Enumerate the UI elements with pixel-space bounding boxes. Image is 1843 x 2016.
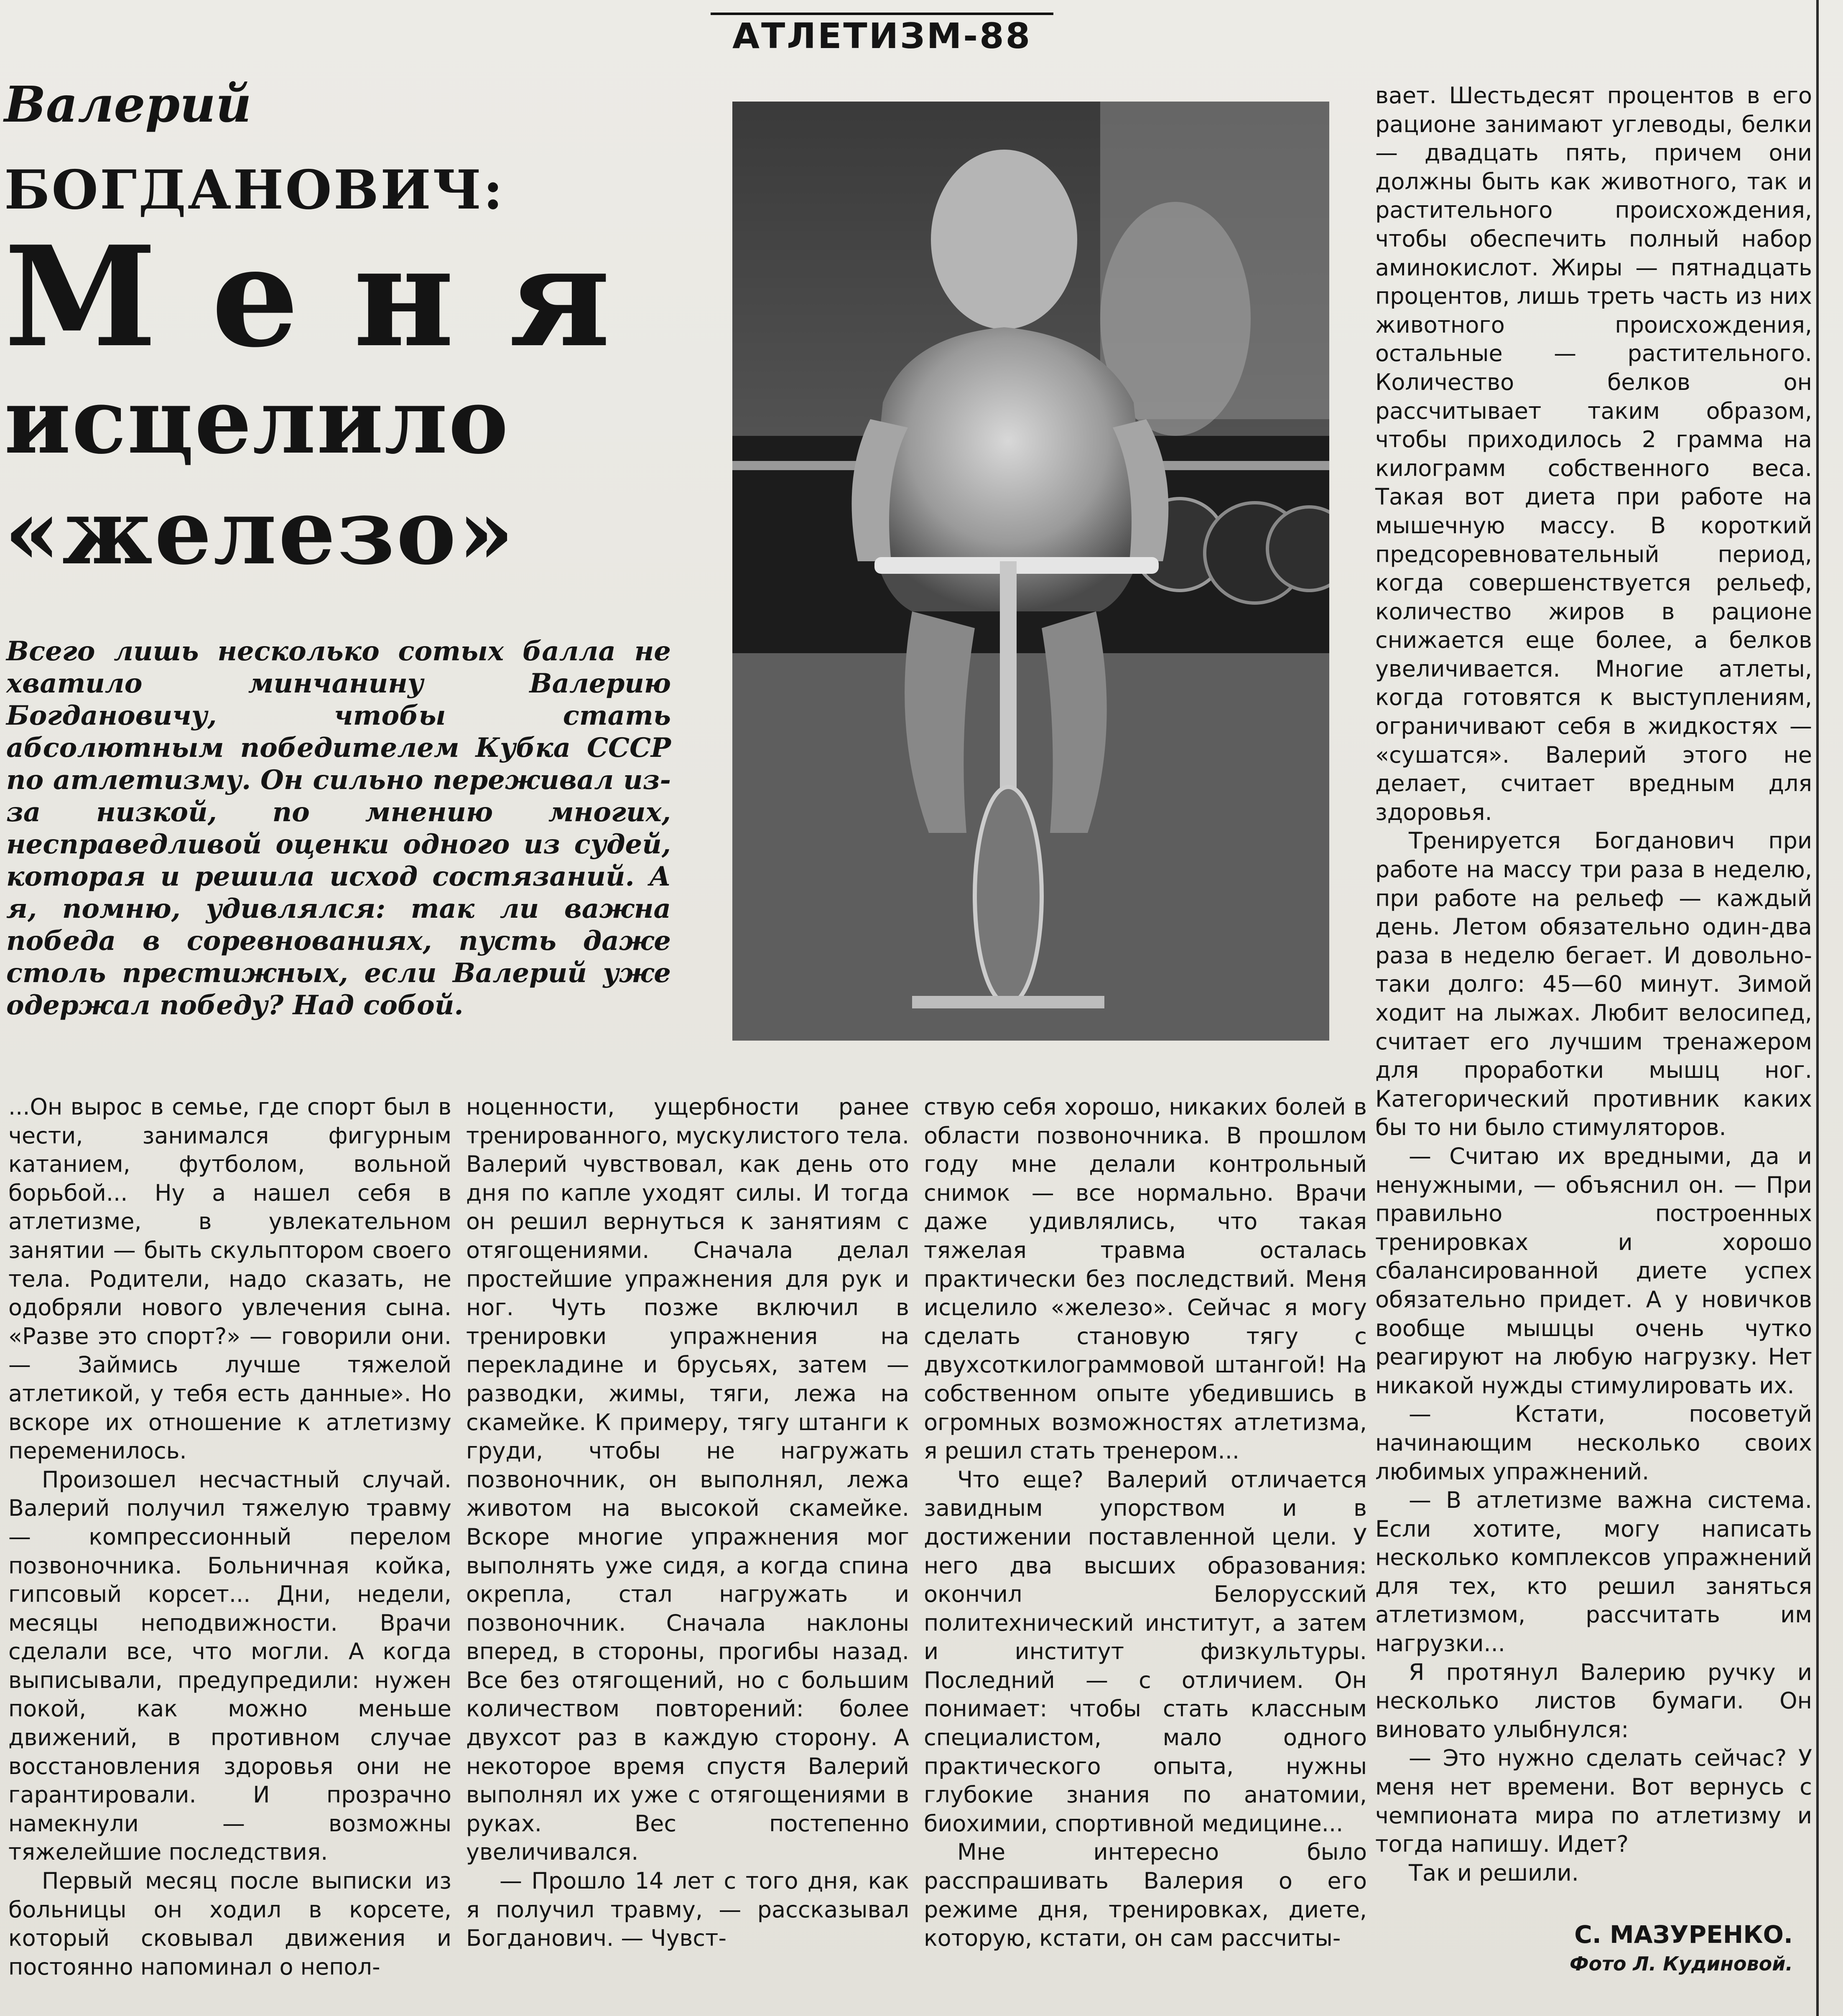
author-signature: С. МАЗУРЕНКО.	[1574, 1920, 1793, 1949]
paragraph: Произошел несчастный случай. Валерий получил тяжелую травму — компрессионный перелом позвоночника. Больничная койка, гипсовый корсет... Дни, недели, месяцы неподвижности. Врачи сделали все, что могли. А когда выписывали, предупредили: нужен покой, как можно меньше движений, в противном случае восстановления здоровья они не гарантировали. И прозрачно намекнули — возможны тяжелейшие последствия.	[8, 1466, 451, 1866]
paragraph: ...Он вырос в семье, где спорт был в чести, занимался фигурным катанием, футболом, вольной борьбой... Ну а нашел себя в атлетизме, в увлекательном занятии — быть скульптором своего тела. Родители, надо сказать, не одобряли нового увлечения сына. «Разве это спорт?» — говорили они. — Займись лучше тяжелой атлетикой, у тебя есть данные». Но вскоре их отношение к атлетизму переменилось.	[8, 1094, 451, 1464]
paragraph: Мне интересно было расспрашивать Валерия о его режиме дня, тренировках, диете, которую, кстати, он сам рассчиты-	[924, 1839, 1367, 1952]
athlete-photo-illustration	[732, 102, 1329, 1041]
paragraph: Что еще? Валерий отличается завидным упорством и в достижении поставленной цели. У него два высших образования: окончил Белорусский политехнический институт, а затем и институт физкультуры. Последний — с отличием. Он понимает: чтобы стать классным специалистом, мало одного практического опыта, нужны глубокие знания по анатомии, биохимии, спортивной медицине...	[924, 1466, 1367, 1837]
article-column-2	[466, 1093, 909, 1953]
article-column-1	[8, 1093, 451, 1981]
paragraph: ноценности, ущербности ранее тренированного, мускулистого тела. Валерий чувствовал, как день ото дня по капле уходят силы. И тогда он решил вернуться к занятиям с отягощениями. Сначала делал простейшие упражнения для рук и ног. Чуть позже включил в тренировки упражнения на перекладине и брусьях, затем — разводки, жимы, тяги, лежа на скамейке. К примеру, тягу штанги к груди, чтобы не нагружать позвоночник, он выполнял, лежа животом на высокой скамейке. Вскоре многие упражнения мог выполнять уже сидя, а когда спина окрепла, стал нагружать и позвоночник. Сначала наклоны вперед, в стороны, прогибы назад. Все без отягощений, но с большим количеством повторений: более двухсот раз в каждую сторону. А некоторое время спустя Валерий выполнял их уже с отягощениями в руках. Вес постепенно увеличивался.	[466, 1094, 909, 1866]
paragraph: — Кстати, посоветуй начинающим несколько своих любимых упражнений.	[1375, 1401, 1812, 1485]
headline-name-last: БОГДАНОВИЧ:	[4, 159, 505, 221]
paragraph: — Считаю их вредными, да и ненужными, — объяснил он. — При правильно построенных тренировках и хорошо сбалансированной диете успех обязательно придет. А у новичков вообще мышцы очень чутко реагируют на любую нагрузку. Нет никакой нужды стимулировать их.	[1375, 1143, 1812, 1399]
lead-paragraph: Всего лишь несколько сотых балла не хватило минчанину Валерию Богдановичу, чтобы стать абсолютным победителем Кубка СССР по атлетизму. Он сильно переживал из-за низкой, по мнению многих, несправедливой оценки одного из судей, которая и решила исход состязаний. А я, помню, удивлялся: так ли важна победа в соревнованиях, пусть даже столь престижных, если Валерий уже одержал победу? Над собой.	[6, 636, 671, 1021]
paragraph: Так и решили.	[1409, 1859, 1579, 1886]
headline-name-first: Валерий	[4, 75, 252, 133]
paragraph: Первый месяц после выписки из больницы он ходил в корсете, который сковывал движения и постоянно напоминал о непол-	[8, 1868, 451, 1980]
paragraph: — В атлетизме важна система. Если хотите, могу написать несколько комплексов упражнений для тех, кто решил заняться атлетизмом, рассчитать им нагрузки...	[1375, 1487, 1812, 1657]
headline-line-1: Меня	[4, 216, 665, 378]
paragraph: — Прошло 14 лет с того дня, как я получил травму, — рассказывал Богданович. — Чувст-	[466, 1868, 909, 1952]
rubric-header: АТЛЕТИЗМ-88	[711, 13, 1053, 57]
paragraph: — Это нужно сделать сейчас? У меня нет времени. Вот вернусь с чемпионата мира по атлетизму и тогда напишу. Идет?	[1375, 1745, 1812, 1858]
headline-line-2: исцелило	[4, 368, 510, 474]
article-column-4	[1375, 81, 1812, 1887]
paragraph: вает. Шестьдесят процентов в его рационе занимают углеводы, белки — двадцать пять, причем они должны быть как животного, так и растительного происхождения, чтобы обеспечить полный набор аминокислот. Жиры — пятнадцать процентов, лишь треть часть из них животного происхождения, остальные — растительного. Количество белков он рассчитывает таким образом, чтобы приходилось 2 грамма на килограмм собственного веса. Такая вот диета при работе на мышечную массу. В короткий предсоревновательный период, когда совершенствуется рельеф, количество жиров в рационе снижается еще более, а белков увеличивается. Многие атлеты, когда готовятся к выступлениям, ограничивают себя в жидкостях — «сушатся». Валерий этого не делает, считает вредным для здоровья.	[1375, 82, 1812, 825]
paragraph: Тренируется Богданович при работе на массу три раза в неделю, при работе на рельеф — каждый день. Летом обязательно один-два раза в неделю бегает. И довольно-таки долго: 45—60 минут. Зимой ходит на лыжах. Любит велосипед, считает его лучшим тренажером для проработки мышц ног. Категорический противник каких бы то ни было стимуляторов.	[1375, 827, 1812, 1141]
article-column-3	[924, 1093, 1367, 1953]
headline-line-3: «железо»	[4, 479, 516, 585]
paragraph: Я протянул Валерию ручку и несколько листов бумаги. Он виновато улыбнулся:	[1375, 1659, 1812, 1743]
athlete-photo	[732, 102, 1329, 1041]
photo-credit: Фото Л. Кудиновой.	[1570, 1952, 1793, 1975]
paragraph: ствую себя хорошо, никаких болей в области позвоночника. В прошлом году мне делали контрольный снимок — все нормально. Врачи даже удивлялись, что такая тяжелая травма осталась практически без последствий. Меня исцелило «железо». Сейчас я могу сделать становую тягу с двухсоткилограммовой штангой! На собственном опыте убедившись в огромных возможностях атлетизма, я решил стать тренером...	[924, 1094, 1367, 1464]
page-edge-line	[1816, 0, 1819, 2016]
